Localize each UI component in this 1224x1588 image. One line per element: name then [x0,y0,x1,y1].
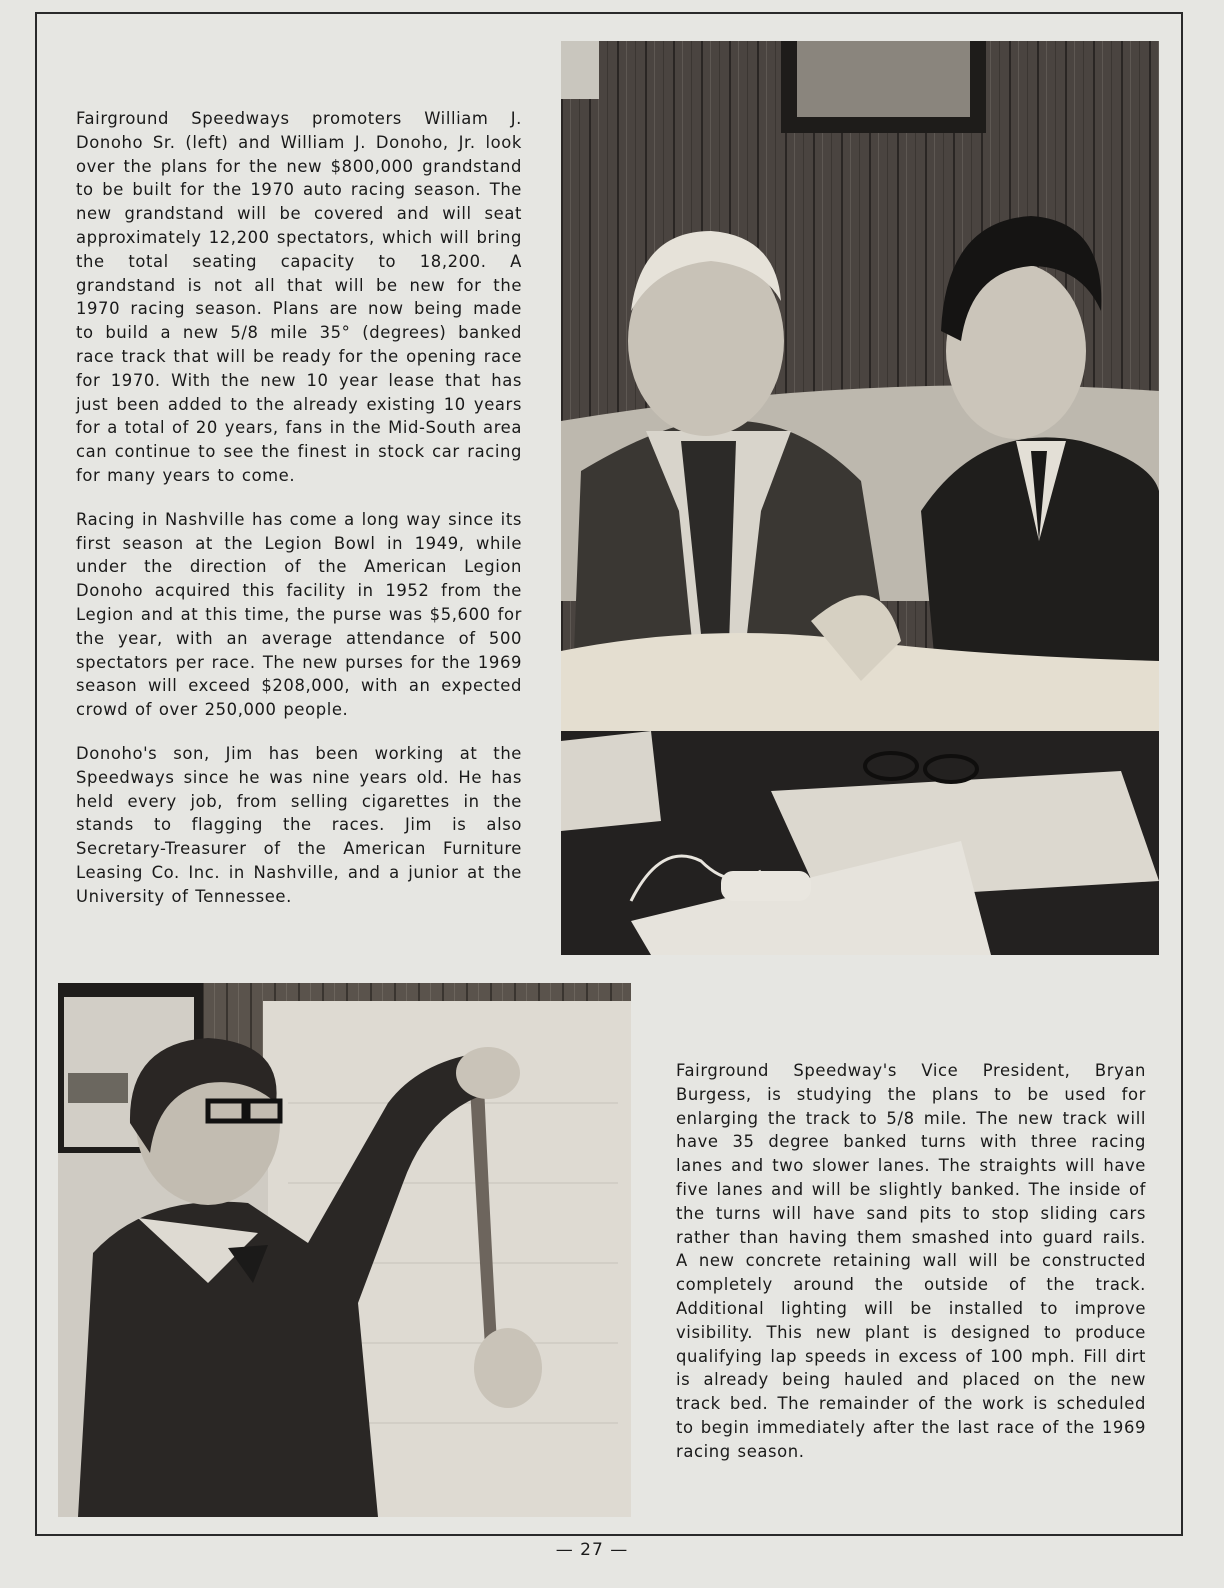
caption-paragraph-history: Racing in Nashville has come a long way since its first season at the Legion Bowl in 1949, while under the direction of the American Legion Donoho acquired this facility in 1952 from the Legion and at this time, the purse was $5,600 for the year, with an average attendance of 500 spectators per race. The new purses for the 1969 season will exceed $208,000, with an expected crowd of over 250,000 people. [76,509,522,720]
caption-paragraph-jim-donoho: Donoho's son, Jim has been working at the Speedways since he was nine years old. He has held every job, from selling cigarettes in the stands to flagging the races. Jim is also Secretary-Treasurer of the American Furniture Leasing Co. Inc. in Nashville, and a junior at the University of Tennessee. [76,743,522,906]
caption-paragraph-grandstand: Fairground Speedways promoters William J. Donoho Sr. (left) and William J. Donoho, Jr. look over the plans for the new $800,000 grandstand to be built for the 1970 auto racing season. The new grandstand will be covered and will seat approximately 12,200 spectators, which will bring the total seating capacity to 18,200. A grandstand is not all that will be new for the 1970 racing season. Plans are now being made to build a new 5/8 mile 35° (degrees) banked race track that will be ready for the opening race for 1970. With the new 10 year lease that has just been added to the already existing 10 years for a total of 20 years, fans in the Mid-South area can continue to see the finest in stock car racing for many years to come. [76,109,522,485]
top-caption [76,107,522,929]
caption-paragraph-track-plans: Fairground Speedway's Vice President, Bryan Burgess, is studying the plans to be used for enlarging the track to 5/8 mile. The new track will have 35 degree banked turns with three racing lanes and two slower lanes. The straights will have five lanes and will be slightly banked. The inside of the turns will have sand pits to stop sliding cars rather than having them smashed into guard rails. A new concrete retaining wall will be constructed completely around the outside of the track. Additional lighting will be installed to improve visibility. This new plant is designed to produce qualifying lap speeds in excess of 100 mph. Fill dirt is already being hauled and placed on the new track bed. The remainder of the work is scheduled to begin immediately after the last race of the 1969 racing season. [676,1061,1146,1461]
photo-bryan-burgess [58,983,631,1517]
page-number: — 27 — [555,1540,629,1560]
photo-donoho-promoters [561,41,1159,955]
photo-bryan-burgess-illustration [58,983,631,1517]
bottom-caption [676,1059,1146,1484]
photo-donoho-promoters-illustration [561,41,1159,955]
